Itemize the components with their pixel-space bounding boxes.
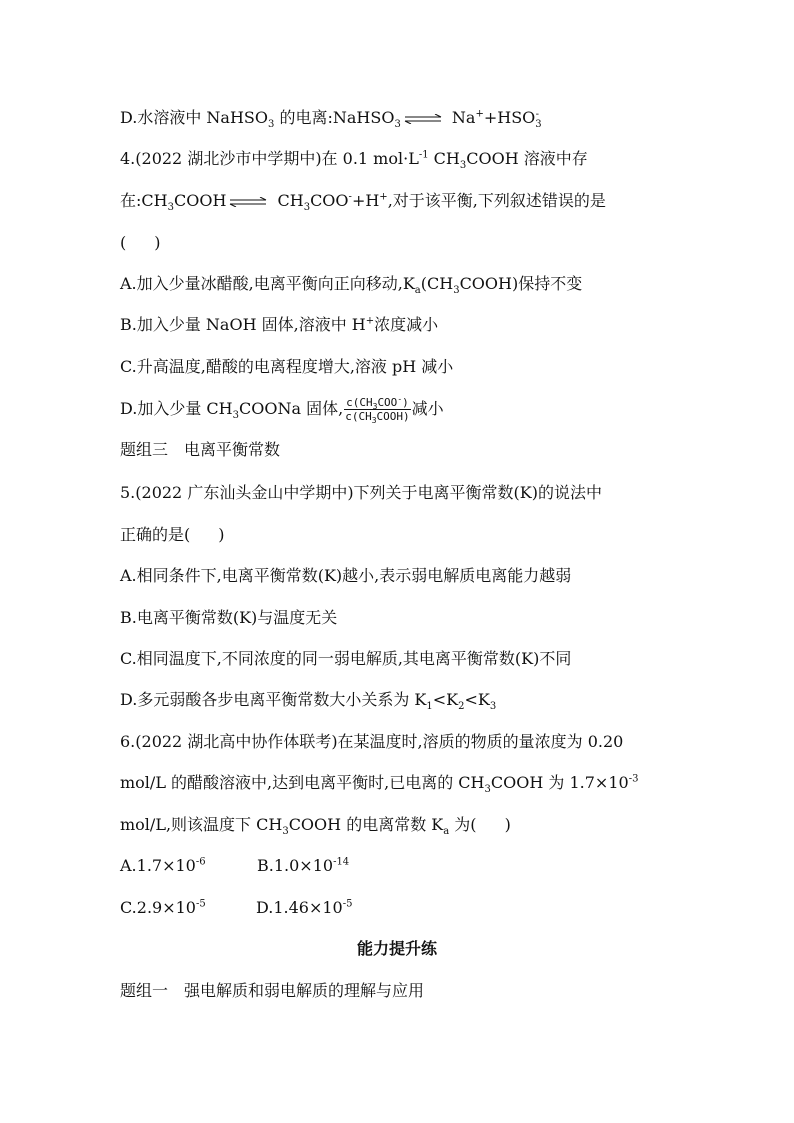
- group1-heading: 题组一 强电解质和弱电解质的理解与应用: [120, 981, 425, 1000]
- q4-stem-line1: 4.(2022 湖北沙市中学期中)在 0.1 $mol\cdot L^{-1}$ $CH_3COOH$ 溶液中存: [120, 149, 588, 172]
- q5-option-d: D.多元弱酸各步电离平衡常数大小关系为 $K_1<K_2<K_3$: [120, 690, 497, 713]
- q5-option-a: A.相同条件下,电离平衡常数(K)越小,表示弱电解质电离能力越弱: [120, 566, 572, 585]
- reversible-arrow-icon: [403, 114, 443, 124]
- q4-stem-line2: 在$:CH_3COOH$ $CH_3COO^-+H^+$,对于该平衡,下列叙述错误的是: [120, 191, 606, 214]
- fraction-denominator: $c(CH_3COOH)$: [345, 410, 410, 426]
- q5-stem-line1: 5.(2022 广东汕头金山中学期中)下列关于电离平衡常数(K)的说法中: [120, 483, 602, 502]
- q6-option-c: $C.2.9\times 10^{-5}$: [120, 898, 206, 917]
- q6-option-b: $B.1.0\times 10^{-14}$: [257, 856, 350, 875]
- q4-option-a: A.加入少量冰醋酸,电离平衡向正向移动$,K_a(CH_3COOH)$保持不变: [120, 274, 583, 297]
- group3-heading: 题组三 电离平衡常数: [120, 440, 281, 459]
- concentration-ratio-fraction: [344, 394, 410, 426]
- q6-stem-line3: mol/L,则该温度下 $CH_3COOH$ 的电离常数 $K_a$ 为( ): [120, 815, 511, 838]
- q3-option-d: D.水溶液中 NaHSO$_3$ 的电离:NaHSO$_3$ $Na^++HSO_3^-$: [120, 108, 542, 131]
- section-title: 能力提升练: [356, 939, 437, 958]
- reversible-arrow-icon: [228, 197, 268, 207]
- q5-option-b: B.电离平衡常数(K)与温度无关: [120, 608, 338, 627]
- q6-options-row1: [120, 855, 720, 877]
- q4-answer-parens: ( ): [120, 233, 161, 252]
- q6-options-row2: [120, 897, 720, 919]
- q6-option-d: $D.1.46\times 10^{-5}$: [256, 898, 353, 917]
- fraction-numerator: $c(CH_3COO^-)$: [346, 394, 409, 412]
- q4-option-d: D.加入少量 $CH_3COONa$ 固体, $\frac{c(CH_3COO^-)}{c(CH_3COOH)}$ 减小: [120, 394, 444, 426]
- q6-stem-line2: mol/L 的醋酸溶液中,达到电离平衡时,已电离的 $CH_3COOH$ 为 $1.7\times 10^{-3}$: [120, 773, 639, 796]
- q6-option-a: $A.1.7\times 10^{-6}$: [120, 856, 206, 875]
- q4-option-c: C.升高温度,醋酸的电离程度增大,溶液 pH 减小: [120, 357, 454, 376]
- q5-stem-line2: 正确的是( ): [120, 525, 225, 544]
- q4-option-b: B.加入少量 NaOH 固体,溶液中 H+浓度减小: [120, 315, 439, 334]
- q5-option-c: C.相同温度下,不同浓度的同一弱电解质,其电离平衡常数(K)不同: [120, 649, 572, 668]
- q6-stem-line1: 6.(2022 湖北高中协作体联考)在某温度时,溶质的物质的量浓度为 0.20: [120, 732, 624, 751]
